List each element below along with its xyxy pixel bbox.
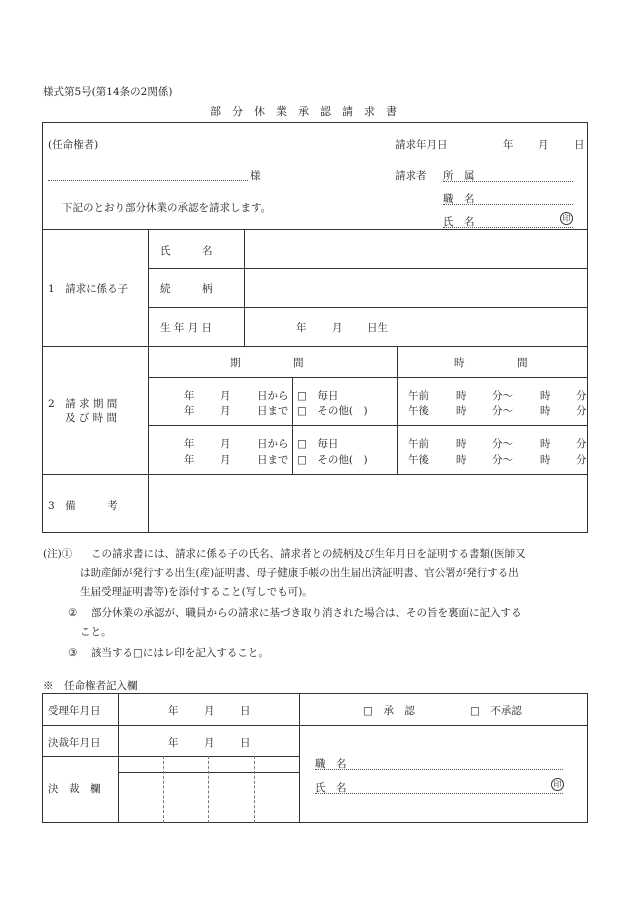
note2-number: ②: [68, 607, 78, 619]
approver-name-label: 氏 名: [315, 782, 347, 794]
child-relation-label: 続 柄: [160, 283, 213, 295]
section3-label: 3 備 考: [48, 500, 118, 512]
position-label: 職 名: [443, 193, 475, 205]
appointer-label: (任命権者): [48, 139, 99, 151]
child-birth-label: 生 年 月 日: [160, 322, 213, 334]
approve-checkbox[interactable]: □ 承 認: [363, 705, 415, 717]
note3-text: 該当する□にはレ印を記入すること。: [91, 647, 269, 659]
note1-line3: 生届受理証明書等)を添付すること(写しでも可)。: [80, 586, 313, 598]
daily-checkbox[interactable]: □ 毎日: [297, 390, 339, 402]
affiliation-label: 所 属: [443, 170, 475, 182]
name-label: 氏 名: [443, 216, 475, 228]
note3-number: ③: [68, 647, 78, 659]
section1-label: 1 請求に係る子: [48, 283, 129, 295]
honorific-sama: 様: [250, 170, 261, 182]
main-table-border: [42, 122, 588, 533]
note2-line1: 部分休業の承認が、職員からの請求に基づき取り消された場合は、その旨を裏面に記入する: [91, 607, 522, 619]
affiliation-field[interactable]: [443, 181, 573, 182]
child-name-label: 氏 名: [160, 245, 213, 257]
form-title: 部 分 休 業 承 認 請 求 書: [210, 105, 397, 118]
addressee-line[interactable]: [48, 180, 248, 181]
time-header: 時 間: [454, 357, 528, 369]
period-header: 期 間: [230, 357, 304, 369]
request-month: 月: [538, 139, 549, 151]
request-year: 年: [503, 139, 514, 151]
note1-line2: は助産師が発行する出生(産)証明書、母子健康手帳の出生届出済証明書、官公署が発行する出: [80, 567, 519, 579]
approver-position-field[interactable]: [315, 769, 563, 770]
decision-date-label: 決裁年月日: [48, 737, 101, 749]
note1-line1: この請求書には、請求に係る子の氏名、請求者との続柄及び生年月日を証明する書類(医師又: [91, 548, 526, 560]
disapprove-checkbox[interactable]: □ 不承認: [470, 705, 522, 717]
request-statement: 下記のとおり部分休業の承認を請求します。: [62, 202, 272, 214]
request-day: 日: [574, 139, 585, 151]
section2-label-1: 2 請 求 期 間: [48, 398, 118, 410]
position-field[interactable]: [443, 204, 573, 205]
section2-label-2: 及 び 時 間: [65, 412, 118, 424]
approver-name-field[interactable]: [315, 793, 563, 794]
requester-label: 請求者: [395, 170, 427, 182]
other-checkbox[interactable]: □ その他( ): [297, 405, 368, 417]
daily-checkbox[interactable]: □ 毎日: [297, 438, 339, 450]
approver-position-label: 職 名: [315, 758, 347, 770]
request-date-label: 請求年月日: [395, 139, 448, 151]
note2-line2: こと。: [80, 626, 112, 638]
seal-icon: 印: [560, 212, 573, 225]
birth-month: 月: [332, 322, 343, 334]
appointer-section-title: ※ 任命権者記入欄: [43, 680, 138, 692]
approver-seal-icon: 印: [551, 778, 564, 791]
other-checkbox[interactable]: □ その他( ): [297, 454, 368, 466]
form-number: 様式第5号(第14条の2関係): [43, 86, 173, 98]
decision-label: 決 裁 欄: [48, 783, 101, 795]
received-date-label: 受理年月日: [48, 705, 101, 717]
birth-day: 日生: [367, 322, 388, 334]
birth-year: 年: [296, 322, 307, 334]
name-field[interactable]: [443, 227, 573, 228]
notes-prefix: (注)①: [43, 548, 73, 560]
